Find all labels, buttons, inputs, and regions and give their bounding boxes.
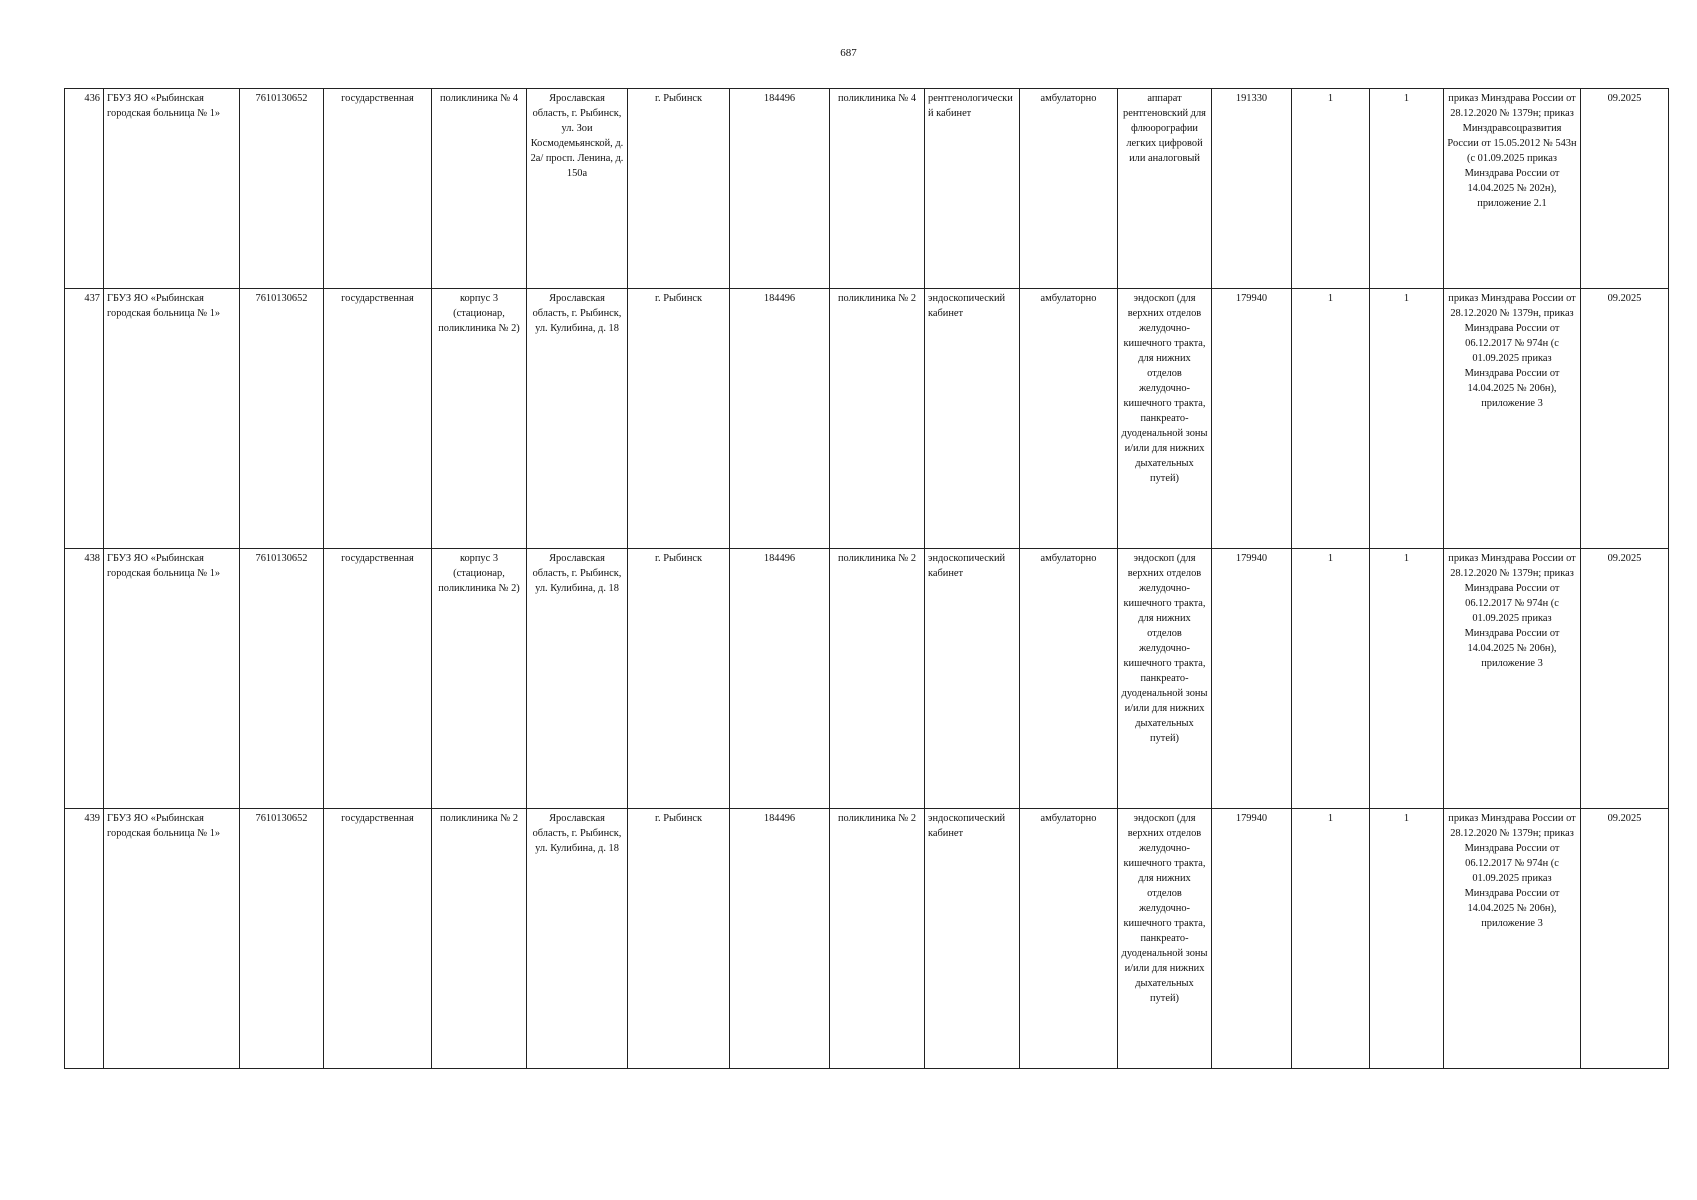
quantity-required-cell: 1 [1292, 89, 1370, 289]
inn-cell: 7610130652 [240, 549, 324, 809]
room-cell: эндоскопический кабинет [925, 809, 1020, 1069]
room-cell: рентгенологический кабинет [925, 89, 1020, 289]
date-cell: 09.2025 [1581, 89, 1669, 289]
building-cell: корпус 3 (стационар, поликлиника № 2) [432, 549, 527, 809]
postcode-cell: 184496 [730, 809, 830, 1069]
address-cell: Ярославская область, г. Рыбинск, ул. Кулибина, д. 18 [527, 549, 628, 809]
inn-cell: 7610130652 [240, 89, 324, 289]
inn-cell: 7610130652 [240, 289, 324, 549]
ownership-cell: государственная [324, 89, 432, 289]
row-number-cell: 439 [65, 809, 104, 1069]
row-number-cell: 437 [65, 289, 104, 549]
organization-cell: ГБУЗ ЯО «Рыбинская городская больница № 1» [104, 89, 240, 289]
table-body [65, 89, 1669, 1069]
subdivision-cell: поликлиника № 2 [830, 809, 925, 1069]
row-number-cell: 438 [65, 549, 104, 809]
subdivision-cell: поликлиника № 4 [830, 89, 925, 289]
table-row [65, 809, 1669, 1069]
room-cell: эндоскопический кабинет [925, 289, 1020, 549]
date-cell: 09.2025 [1581, 809, 1669, 1069]
order-basis-cell: приказ Минздрава России от 28.12.2020 № 1379н; приказ Минздрава России от 06.12.2017 № 974н (с 01.09.2025 приказ Минздрава России от 14.04.2025 № 206н), приложение 3 [1444, 809, 1581, 1069]
inn-cell: 7610130652 [240, 809, 324, 1069]
order-basis-cell: приказ Минздрава России от 28.12.2020 № 1379н; приказ Минздрава России от 06.12.2017 № 974н (с 01.09.2025 приказ Минздрава России от 14.04.2025 № 206н), приложение 3 [1444, 549, 1581, 809]
care-conditions-cell: амбулаторно [1020, 549, 1118, 809]
equipment-code-cell: 179940 [1212, 809, 1292, 1069]
building-cell: поликлиника № 4 [432, 89, 527, 289]
postcode-cell: 184496 [730, 289, 830, 549]
care-conditions-cell: амбулаторно [1020, 289, 1118, 549]
building-cell: корпус 3 (стационар, поликлиника № 2) [432, 289, 527, 549]
address-cell: Ярославская область, г. Рыбинск, ул. Кулибина, д. 18 [527, 809, 628, 1069]
row-number-cell: 436 [65, 89, 104, 289]
city-cell: г. Рыбинск [628, 809, 730, 1069]
city-cell: г. Рыбинск [628, 289, 730, 549]
postcode-cell: 184496 [730, 549, 830, 809]
city-cell: г. Рыбинск [628, 549, 730, 809]
registry-table [64, 88, 1669, 1069]
date-cell: 09.2025 [1581, 289, 1669, 549]
care-conditions-cell: амбулаторно [1020, 809, 1118, 1069]
ownership-cell: государственная [324, 549, 432, 809]
order-basis-cell: приказ Минздрава России от 28.12.2020 № 1379н, приказ Минздрава России от 06.12.2017 № 974н (с 01.09.2025 приказ Минздрава России от 14.04.2025 № 206н), приложение 3 [1444, 289, 1581, 549]
equipment-cell: эндоскоп (для верхних отделов желудочно-кишечного тракта, для нижних отделов желудочно-кишечного тракта, панкреато-дуоденальной зоны и/или для нижних дыхательных путей) [1118, 809, 1212, 1069]
care-conditions-cell: амбулаторно [1020, 89, 1118, 289]
table-row [65, 289, 1669, 549]
subdivision-cell: поликлиника № 2 [830, 289, 925, 549]
quantity-actual-cell: 1 [1370, 89, 1444, 289]
equipment-cell: эндоскоп (для верхних отделов желудочно-кишечного тракта, для нижних отделов желудочно-кишечного тракта, панкреато-дуоденальной зоны и/или для нижних дыхательных путей) [1118, 549, 1212, 809]
postcode-cell: 184496 [730, 89, 830, 289]
date-cell: 09.2025 [1581, 549, 1669, 809]
organization-cell: ГБУЗ ЯО «Рыбинская городская больница № 1» [104, 809, 240, 1069]
organization-cell: ГБУЗ ЯО «Рыбинская городская больница № 1» [104, 289, 240, 549]
quantity-actual-cell: 1 [1370, 549, 1444, 809]
table-row [65, 549, 1669, 809]
equipment-cell: эндоскоп (для верхних отделов желудочно-кишечного тракта, для нижних отделов желудочно-кишечного тракта, панкреато-дуоденальной зоны и/или для нижних дыхательных путей) [1118, 289, 1212, 549]
table-row [65, 89, 1669, 289]
ownership-cell: государственная [324, 809, 432, 1069]
quantity-required-cell: 1 [1292, 549, 1370, 809]
ownership-cell: государственная [324, 289, 432, 549]
organization-cell: ГБУЗ ЯО «Рыбинская городская больница № 1» [104, 549, 240, 809]
quantity-required-cell: 1 [1292, 809, 1370, 1069]
quantity-required-cell: 1 [1292, 289, 1370, 549]
building-cell: поликлиника № 2 [432, 809, 527, 1069]
city-cell: г. Рыбинск [628, 89, 730, 289]
quantity-actual-cell: 1 [1370, 289, 1444, 549]
room-cell: эндоскопический кабинет [925, 549, 1020, 809]
equipment-code-cell: 179940 [1212, 289, 1292, 549]
quantity-actual-cell: 1 [1370, 809, 1444, 1069]
equipment-code-cell: 179940 [1212, 549, 1292, 809]
address-cell: Ярославская область, г. Рыбинск, ул. Кулибина, д. 18 [527, 289, 628, 549]
order-basis-cell: приказ Минздрава России от 28.12.2020 № 1379н; приказ Минздравсоцразвития России от 15.05.2012 № 543н (с 01.09.2025 приказ Минздрава России от 14.04.2025 № 202н), приложение 2.1 [1444, 89, 1581, 289]
page-number: 687 [840, 47, 857, 59]
address-cell: Ярославская область, г. Рыбинск, ул. Зои Космодемьянской, д. 2а/ просп. Ленина, д. 150а [527, 89, 628, 289]
subdivision-cell: поликлиника № 2 [830, 549, 925, 809]
equipment-code-cell: 191330 [1212, 89, 1292, 289]
equipment-cell: аппарат рентгеновский для флюорографии легких цифровой или аналоговый [1118, 89, 1212, 289]
